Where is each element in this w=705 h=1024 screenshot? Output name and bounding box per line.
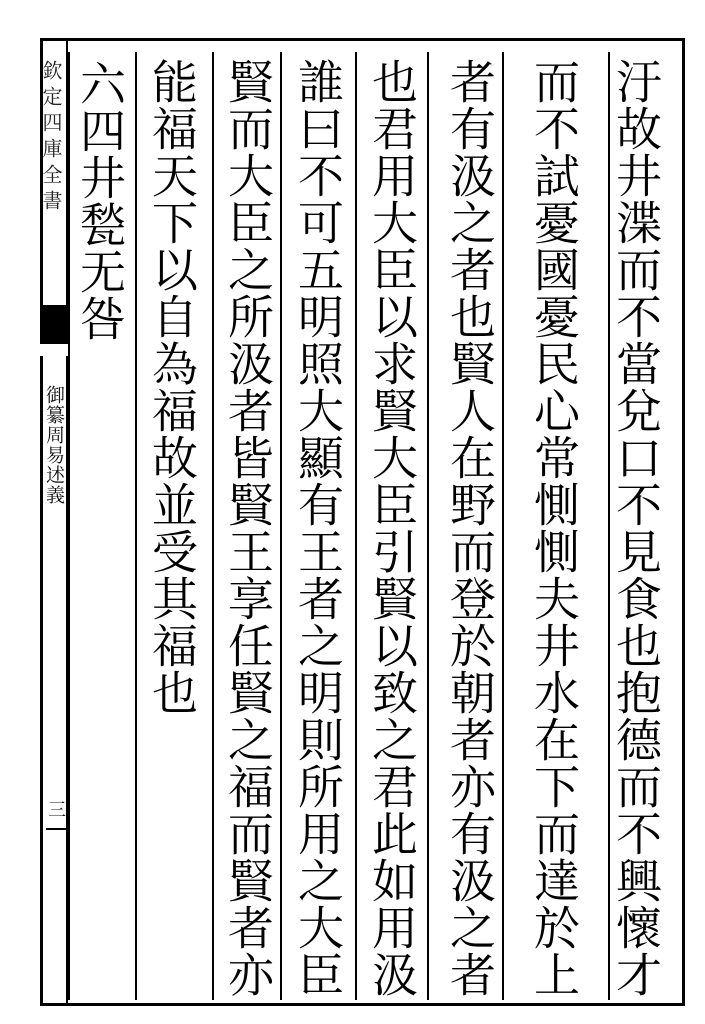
column-text-1: 汙故井渫而不當兌口不見食也抱德而不興懷才: [609, 58, 663, 998]
fish-tail-notch: [40, 342, 68, 356]
column-text-3: 者有汲之者也賢人在野而登於朝者亦有汲之者: [443, 58, 497, 998]
column-text-7: 能福天下以自為福故並受其福也: [145, 58, 199, 716]
margin-rule: [46, 828, 66, 830]
column-text-4: 也君用大臣以求賢大臣引賢以致之君此如用汲: [365, 58, 419, 998]
column-text-2: 而不試憂國憂民心常惻惻夫井水在下而達於上: [527, 58, 581, 998]
column-text-6: 賢而大臣之所汲者皆賢王享任賢之福而賢者亦: [221, 58, 275, 998]
margin-book-title: 御纂周易述義: [43, 385, 65, 505]
margin-collection-title: 欽定四庫全書: [39, 60, 63, 216]
margin-page-number: 三: [45, 800, 66, 818]
column-text-8: 六四井甃无咎: [73, 60, 127, 342]
column-text-5: 誰曰不可五明照大顯有王者之明則所用之大臣: [291, 58, 345, 998]
